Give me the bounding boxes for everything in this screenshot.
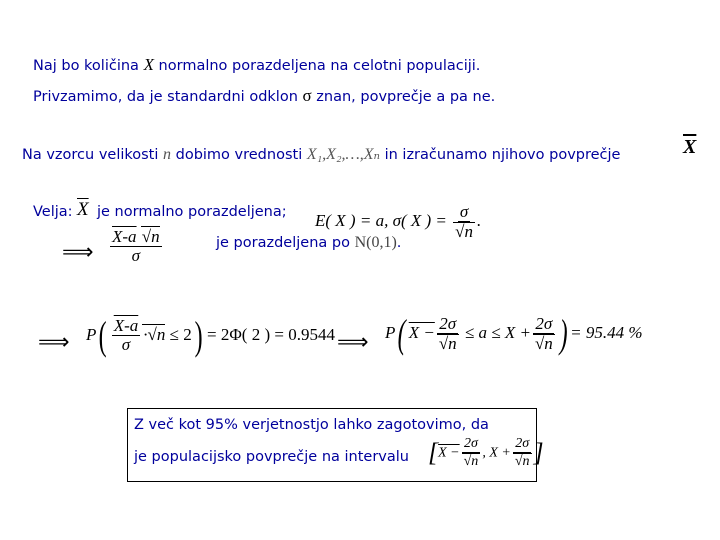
sample-text-c: in izračunamo njihovo povprečje xyxy=(379,147,621,163)
prob-left-sqrt: ·√n xyxy=(143,324,166,344)
paren-close-2: ) xyxy=(559,311,568,356)
velja-mean-symbol: $\overline{X}$ xyxy=(77,199,89,220)
prob-right-den1: √n xyxy=(438,333,457,353)
implies-arrow-3: ⟹ xyxy=(337,330,369,355)
standardized-num xyxy=(110,228,162,247)
sample-mean-symbol: $\overline{X}$ xyxy=(683,136,697,158)
standardized-num-text: X-a xyxy=(112,227,137,246)
conclusion-box xyxy=(127,408,544,482)
prob-left-P: P xyxy=(86,324,97,344)
prob-left-num: X-a xyxy=(113,316,139,336)
interval-den1: √n xyxy=(463,453,479,469)
interval-den2: √n xyxy=(514,453,530,469)
interval-expression xyxy=(428,437,544,469)
std-line xyxy=(216,234,401,252)
prob-left-frac xyxy=(112,317,141,355)
sample-size-n: n xyxy=(163,146,172,163)
standardized-den: σ xyxy=(131,245,141,265)
distribution-n01: N(0,1) xyxy=(354,234,397,251)
velja-fraction xyxy=(453,203,475,242)
standardized-fraction xyxy=(108,228,164,266)
velja-text: je normalno porazdeljena; xyxy=(97,204,287,220)
velja-formula-end: . xyxy=(476,211,482,231)
prob-right-num1: 2σ xyxy=(439,313,457,333)
probability-equation-left xyxy=(86,313,335,358)
intro-line-1-text-a: Naj bo količina xyxy=(33,58,144,74)
sample-values: X₁,X₂,…,Xₙ xyxy=(306,146,380,163)
variable-x: X xyxy=(143,55,154,74)
sample-text-b: dobimo vrednosti xyxy=(171,147,307,163)
interval-frac-1 xyxy=(462,437,481,469)
velja-fraction-num: σ xyxy=(459,202,469,221)
interval-num1: 2σ xyxy=(464,436,478,451)
prob-right-frac-1 xyxy=(437,315,459,354)
intro-line-2 xyxy=(33,86,495,106)
std-text: je porazdeljena po xyxy=(216,235,355,251)
conclusion-line-2: je populacijsko povprečje na intervalu xyxy=(134,449,409,465)
prob-right-den2: √n xyxy=(534,333,553,353)
prob-left-rest: ≤ 2 xyxy=(169,324,192,344)
standardized-sqrt-text: √n xyxy=(141,227,160,246)
velja-formula-left: E( X ) = a, σ( X ) = xyxy=(315,211,447,231)
bracket-open: [ xyxy=(428,438,439,468)
velja-label: Velja: xyxy=(33,204,73,220)
intro-line-2-text-b: znan, povprečje a pa ne. xyxy=(311,89,496,105)
prob-left-den: σ xyxy=(121,335,131,355)
velja-fraction-den: √n xyxy=(455,221,473,241)
paren-open-1: ( xyxy=(99,313,108,358)
bracket-close: ] xyxy=(533,438,544,468)
implies-arrow-1: ⟹ xyxy=(62,240,94,265)
sample-text-a: Na vzorcu velikosti xyxy=(22,147,164,163)
prob-right-result: = 95.44 % xyxy=(570,322,643,342)
interval-frac-2 xyxy=(513,437,532,469)
sample-line xyxy=(22,144,620,164)
prob-right-mid: ≤ a ≤ X + xyxy=(464,322,531,342)
sigma-symbol: σ xyxy=(302,86,312,105)
probability-equation-right xyxy=(385,311,643,356)
conclusion-line-1: Z več kot 95% verjetnostjo lahko zagotovimo, da xyxy=(134,417,489,433)
implies-arrow-2: ⟹ xyxy=(38,330,70,355)
prob-left-result: = 2Φ( 2 ) = 0.9544 xyxy=(207,324,335,344)
prob-right-x1: X − xyxy=(408,322,435,342)
interval-left: X − xyxy=(438,445,460,461)
intro-line-1 xyxy=(33,55,480,75)
standardized-sqrt xyxy=(137,226,160,246)
paren-close-1: ) xyxy=(194,313,203,358)
std-end: . xyxy=(396,235,402,251)
standardized-frac xyxy=(110,228,162,266)
interval-mid: , X + xyxy=(482,445,511,461)
prob-right-P: P xyxy=(385,322,396,342)
prob-right-num2: 2σ xyxy=(535,313,553,333)
intro-line-2-text-a: Privzamimo, da je standardni odklon xyxy=(33,89,303,105)
interval-num2: 2σ xyxy=(515,436,530,451)
intro-line-1-text-b: normalno porazdeljena na celotni populaciji. xyxy=(153,58,481,74)
prob-right-frac-2 xyxy=(533,315,555,354)
paren-open-2: ( xyxy=(398,311,407,356)
